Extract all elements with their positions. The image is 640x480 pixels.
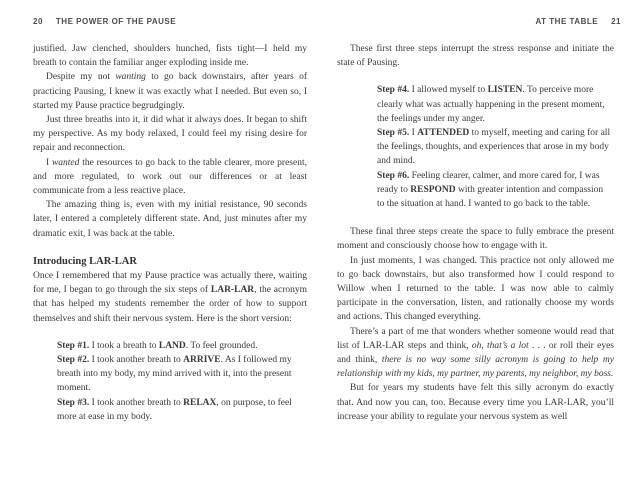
paragraph: These final three steps create the space to fully embrace the present moment and consciously choose how to engage with it. bbox=[337, 227, 614, 252]
running-head-right bbox=[536, 17, 622, 26]
paragraph: In just moments, I was changed. This practice not only allowed me to go back downstairs, but also transformed how I could respond to Willow when I returned to the table. I was now able to calmly participate in the conversation, listen, and rationally choose my words and actions. This changed everything. bbox=[337, 255, 614, 323]
paragraph: The amazing thing is, even with my initial resistance, 90 seconds later, I entered a completely different state. And, just minutes after my dramatic exit, I was back at the table. bbox=[33, 200, 307, 239]
page-right bbox=[337, 42, 614, 424]
steps-list-right bbox=[377, 83, 612, 211]
paragraph: But for years my students have felt this silly acronym do exactly that. And now you can, too. Because every time you LAR-LAR, you’ll increase your ability to regulate your nervous system as well bbox=[337, 383, 614, 422]
paragraph: Despite my not wanting to go back downstairs, after years of practicing Pausing, I knew it was exactly what I needed. But even so, I started my Pause practice begrudgingly. bbox=[33, 72, 307, 111]
running-head-left bbox=[33, 17, 176, 26]
step-item: Step #3. I took another breath to RELAX, on purpose, to feel more at ease in my body. bbox=[57, 397, 292, 422]
running-title-right: AT THE TABLE bbox=[535, 17, 599, 26]
step-item: Step #1. I took a breath to LAND. To feel grounded. bbox=[57, 340, 258, 351]
step-item: Step #6. Feeling clearer, calmer, and more cared for, I was ready to RESPOND with greater intention and compassion to the situation at hand. I wanted to go back to the table. bbox=[377, 170, 604, 210]
page-number-right: 21 bbox=[611, 17, 621, 26]
paragraph: Just three breaths into it, it did what it always does. It began to shift my perspective. As my body relaxed, I could feel my rising desire for repair and reconnection. bbox=[33, 115, 307, 154]
step-item: Step #2. I took another breath to ARRIVE. As I followed my breath into my body, my mind arrived with it, into the present moment. bbox=[57, 355, 292, 394]
steps-list-left bbox=[57, 339, 303, 424]
paragraph: There’s a part of me that wonders whether someone would read that list of LAR-LAR steps and think, oh, that’s a lot . . . or roll their eyes and think, there is no way some silly acronym is going to help my relationship with my kids, my partner, my parents, my neighbor, my boss. bbox=[337, 326, 614, 380]
paragraph: I wanted the resources to go back to the table clearer, more present, and more regulated, to work out our differences or at least communicate from a less reactive place. bbox=[33, 157, 307, 197]
section-heading: Introducing LAR-LAR bbox=[33, 255, 137, 267]
page-left bbox=[33, 42, 307, 424]
running-title-left: THE POWER OF THE PAUSE bbox=[55, 17, 177, 26]
step-item: Step #4. I allowed myself to LISTEN. To perceive more clearly what was actually happening in the present moment, the feelings under my anger. bbox=[377, 85, 605, 124]
paragraph: Once I remembered that my Pause practice was actually there, waiting for me, I began to go through the six steps of LAR-LAR, the acronym that has helped my students remember the order of how to support themselves and shift their nervous system. Here is the short version: bbox=[33, 271, 308, 324]
paragraph: justified. Jaw clenched, shoulders hunched, fists tight—I held my breath to contain the familiar anger exploding inside me. bbox=[33, 44, 307, 69]
paragraph: These first three steps interrupt the stress response and initiate the state of Pausing. bbox=[337, 44, 614, 69]
step-item: Step #5. I ATTENDED to myself, meeting and caring for all the feelings, thoughts, and experiences that arose in my body and mind. bbox=[377, 128, 611, 167]
page-number-left: 20 bbox=[33, 17, 43, 26]
